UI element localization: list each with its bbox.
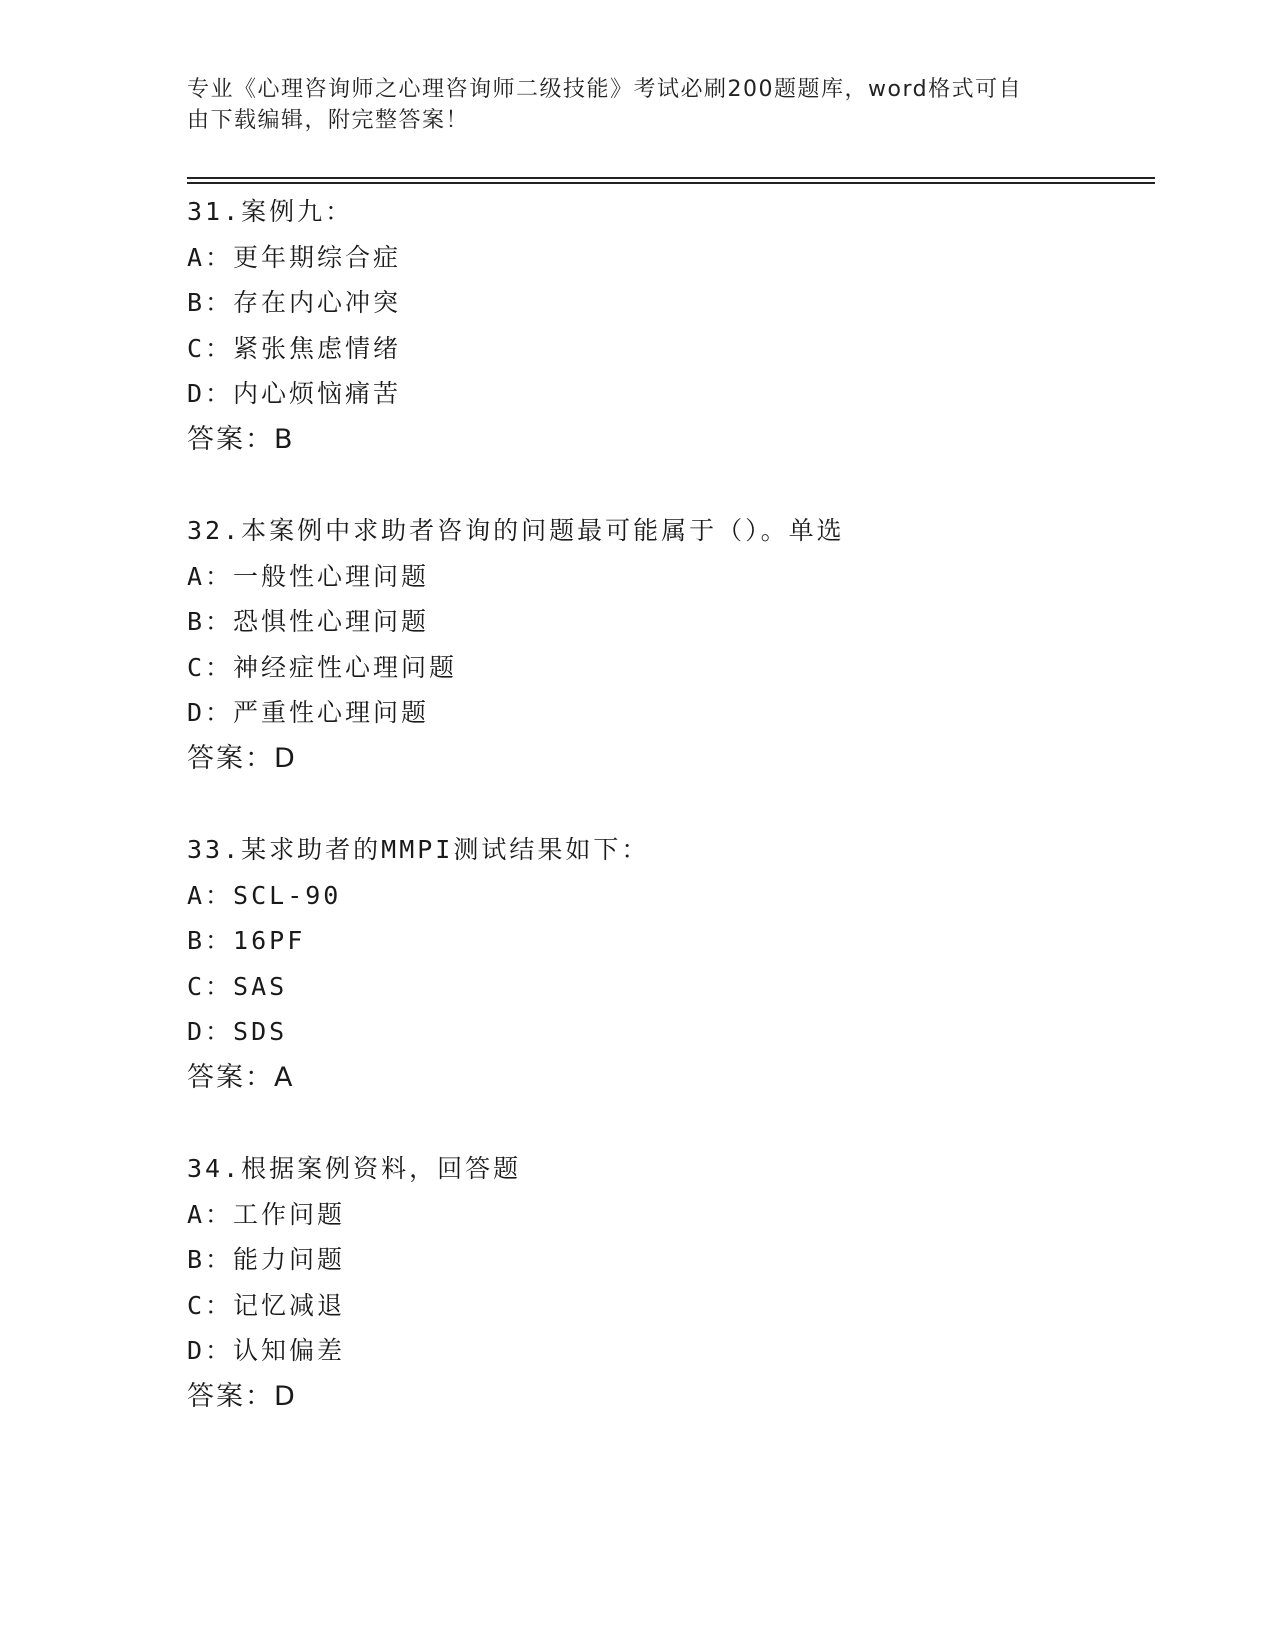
question-stem: 34.根据案例资料，回答题 — [187, 1154, 522, 1183]
option-c: C：记忆减退 — [187, 1290, 346, 1320]
answer-label: 答案：D — [187, 742, 297, 774]
option-c: C：紧张焦虑情绪 — [187, 333, 402, 363]
question-31 — [187, 189, 1147, 463]
option-d: D：认知偏差 — [187, 1336, 346, 1366]
header-line-1: 专业《心理咨询师之心理咨询师二级技能》考试必刷200题题库，word格式可自 — [187, 77, 1023, 102]
header-line-2: 由下载编辑，附完整答案！ — [187, 108, 470, 133]
question-stem: 33.某求助者的MMPI测试结果如下： — [187, 835, 650, 864]
answer-label: 答案：A — [187, 1061, 295, 1093]
header-divider-top — [187, 177, 1155, 179]
option-d: D：严重性心理问题 — [187, 698, 430, 728]
option-b: B：恐惧性心理问题 — [187, 607, 430, 637]
answer-label: 答案：D — [187, 1380, 297, 1412]
option-d: D：SDS — [187, 1017, 288, 1047]
header-divider-bottom — [187, 182, 1155, 184]
option-c: C：SAS — [187, 971, 288, 1001]
question-33 — [187, 827, 1147, 1101]
question-stem: 32.本案例中求助者咨询的问题最可能属于（）。单选 — [187, 516, 845, 545]
question-34 — [187, 1146, 1147, 1420]
option-a: A：更年期综合症 — [187, 242, 402, 272]
question-32 — [187, 508, 1147, 782]
document-header — [187, 74, 1067, 136]
option-b: B：16PF — [187, 926, 306, 956]
option-a: A：SCL-90 — [187, 880, 342, 910]
option-d: D：内心烦恼痛苦 — [187, 379, 402, 409]
option-c: C：神经症性心理问题 — [187, 652, 458, 682]
answer-label: 答案：B — [187, 423, 295, 455]
question-stem: 31.案例九： — [187, 197, 354, 226]
option-b: B：能力问题 — [187, 1245, 346, 1275]
option-b: B：存在内心冲突 — [187, 288, 402, 318]
option-a: A：工作问题 — [187, 1199, 346, 1229]
option-a: A：一般性心理问题 — [187, 561, 430, 591]
